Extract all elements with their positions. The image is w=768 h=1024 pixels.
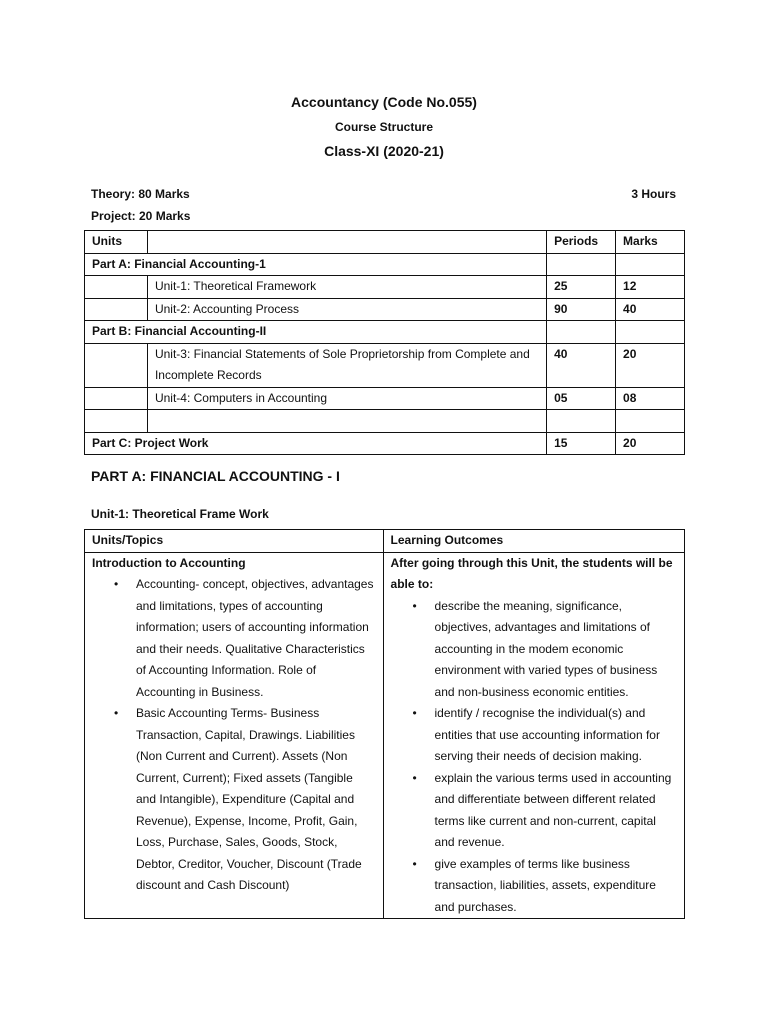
units-header-row: [85, 231, 685, 254]
part-b-row: [85, 321, 685, 344]
unit2-row: [85, 298, 685, 321]
exam-duration: 3 Hours: [631, 187, 676, 201]
unit3-name: Unit-3: Financial Statements of Sole Proprietorship from Complete and Incomplete Records: [147, 343, 546, 387]
topic-item: • Basic Accounting Terms- Business Transaction, Capital, Drawings. Liabilities (Non Current and Current). Assets (Non Current, Current); Fixed assets (Tangible and Intangible), Expenditure (Capital and Revenue), Expense, Income, Profit, Gain, Loss, Purchase, Sales, Goods, Stock, Debtor, Creditor, Voucher, Discount (Trade discount and Cash Discount): [136, 703, 376, 897]
unit1-marks: 12: [616, 276, 685, 299]
unit2-name: Unit-2: Accounting Process: [147, 298, 546, 321]
outcome-item: • give examples of terms like business transaction, liabilities, assets, expenditure and purchases.: [435, 854, 677, 919]
unit1-name: Unit-1: Theoretical Framework: [147, 276, 546, 299]
outcome-item: • describe the meaning, significance, objectives, advantages and limitations of accounting in the modem economic environment with varied types of business and non-business economic entities.: [435, 596, 677, 704]
part-a-row: [85, 253, 685, 276]
class-heading: Class-XI (2020-21): [324, 143, 444, 159]
unit3-marks: 20: [616, 343, 685, 387]
marks-header: Marks: [616, 231, 685, 254]
topics-cell: [85, 552, 384, 919]
unit1-periods: 25: [547, 276, 616, 299]
part-c-periods: 15: [547, 432, 616, 455]
topic-item: • Accounting- concept, objectives, advantages and limitations, types of accounting information; users of accounting information and their needs. Qualitative Characteristics of Accounting Information. Role of Accounting in Business.: [136, 574, 376, 703]
unit3-row: [85, 343, 685, 387]
part-c-label: Part C: Project Work: [85, 432, 547, 455]
part-a-label: Part A: Financial Accounting-1: [85, 253, 547, 276]
section-heading: PART A: FINANCIAL ACCOUNTING - I: [91, 468, 340, 484]
topic-list: [92, 574, 376, 897]
course-structure-subtitle: Course Structure: [334, 120, 434, 134]
unit3-periods: 40: [547, 343, 616, 387]
unit4-row: [85, 387, 685, 410]
unit4-periods: 05: [547, 387, 616, 410]
outcome-list: [391, 596, 677, 919]
units-header: Units: [85, 231, 148, 254]
unit4-name: Unit-4: Computers in Accounting: [147, 387, 546, 410]
outcomes-cell: [383, 552, 684, 919]
outcomes-col-header: Learning Outcomes: [383, 530, 684, 553]
units-table: [84, 230, 685, 455]
unit2-marks: 40: [616, 298, 685, 321]
document-title: Accountancy (Code No.055): [291, 94, 477, 110]
project-marks: Project: 20 Marks: [91, 209, 191, 223]
topic-title: Introduction to Accounting: [92, 555, 246, 570]
topics-table: [84, 529, 685, 919]
topics-col-header: Units/Topics: [85, 530, 384, 553]
unit2-periods: 90: [547, 298, 616, 321]
unit4-marks: 08: [616, 387, 685, 410]
periods-header: Periods: [547, 231, 616, 254]
outcomes-intro: After going through this Unit, the students will be able to:: [390, 555, 673, 591]
part-c-row: [85, 432, 685, 455]
part-b-label: Part B: Financial Accounting-II: [85, 321, 547, 344]
topics-header-row: [85, 530, 685, 553]
part-c-marks: 20: [616, 432, 685, 455]
unit1-row: [85, 276, 685, 299]
outcome-item: • identify / recognise the individual(s) and entities that use accounting information for serving their needs of decision making.: [435, 703, 677, 768]
outcome-item: • explain the various terms used in accounting and differentiate between different related terms like current and non-current, capital and revenue.: [435, 768, 677, 854]
topics-content-row: [85, 552, 685, 919]
unit-heading: Unit-1: Theoretical Frame Work: [91, 507, 269, 521]
theory-marks: Theory: 80 Marks: [91, 187, 190, 201]
empty-row: [85, 410, 685, 433]
